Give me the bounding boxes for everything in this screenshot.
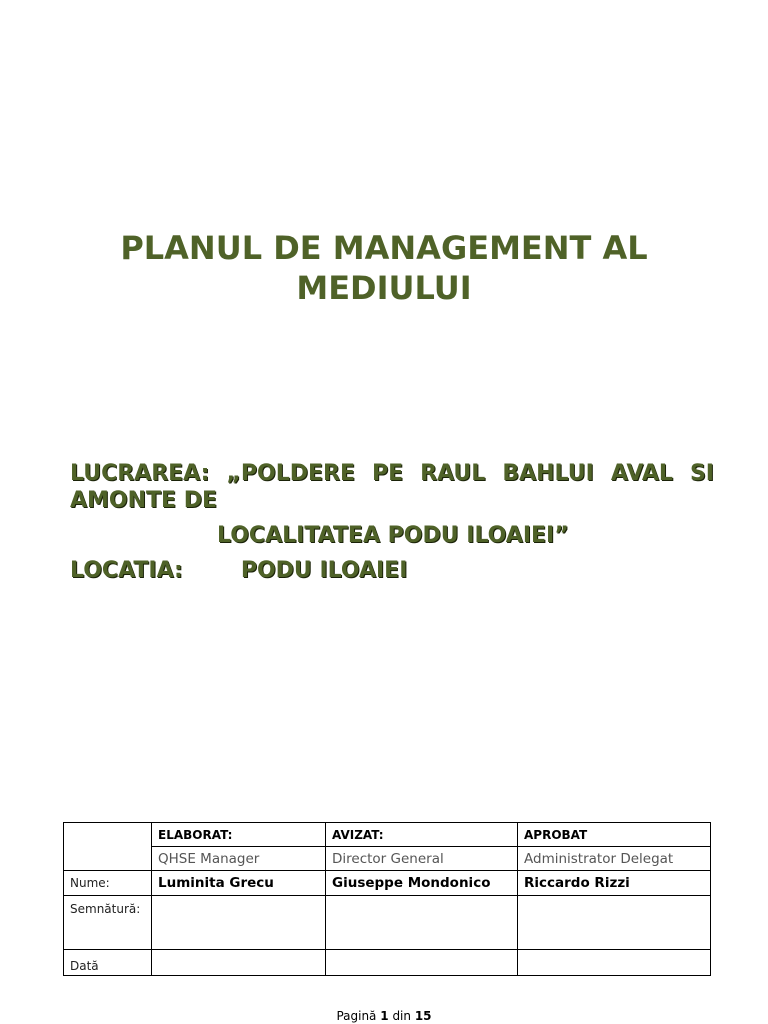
column-header-avizat: AVIZAT: <box>326 823 518 847</box>
project-label: LUCRAREA: <box>70 461 210 486</box>
role-cell: QHSE Manager <box>152 847 326 871</box>
document-title-line1: PLANUL DE MANAGEMENT AL <box>120 229 648 267</box>
project-line3: LOCALITATEA PODU ILOAIEI” <box>217 523 569 548</box>
row-label-name: Nume: <box>64 871 152 896</box>
page-current: 1 <box>380 1009 389 1023</box>
signature-cell <box>326 896 518 950</box>
column-header-aprobat: APROBAT <box>518 823 711 847</box>
project-word: SI <box>689 461 714 486</box>
approval-table <box>63 822 711 976</box>
of-label: din <box>392 1009 411 1023</box>
column-header-elaborat: ELABORAT: <box>152 823 326 847</box>
table-row <box>64 823 711 847</box>
location-label: LOCATIA: <box>70 558 183 583</box>
project-word: RAUL <box>420 461 486 486</box>
table-row <box>64 950 711 976</box>
document-title-line2: MEDIULUI <box>296 269 472 307</box>
name-cell: Giuseppe Mondonico <box>326 871 518 896</box>
row-label-date: Dată <box>64 950 152 976</box>
name-cell: Riccardo Rizzi <box>518 871 711 896</box>
project-line1 <box>70 460 714 488</box>
role-cell: Administrator Delegat <box>518 847 711 871</box>
table-row <box>64 871 711 896</box>
empty-cell <box>64 823 152 871</box>
table-row <box>64 847 711 871</box>
date-cell <box>326 950 518 976</box>
page-total: 15 <box>414 1009 432 1023</box>
table-row <box>64 896 711 950</box>
project-word: PE <box>371 461 404 486</box>
row-label-signature: Semnătură: <box>64 896 152 950</box>
signature-cell <box>152 896 326 950</box>
name-cell: Luminita Grecu <box>152 871 326 896</box>
location-value: PODU ILOAIEI <box>240 558 408 583</box>
location-line <box>70 557 407 585</box>
page-label: Pagină <box>336 1009 377 1023</box>
document-title <box>0 228 768 308</box>
project-word: AVAL <box>610 461 673 486</box>
date-cell <box>518 950 711 976</box>
page-footer <box>0 1009 768 1023</box>
role-cell: Director General <box>326 847 518 871</box>
signature-cell <box>518 896 711 950</box>
project-word: BAHLUI <box>502 461 594 486</box>
project-line2: AMONTE DE <box>70 488 218 513</box>
project-word: „POLDERE <box>226 461 355 486</box>
date-cell <box>152 950 326 976</box>
